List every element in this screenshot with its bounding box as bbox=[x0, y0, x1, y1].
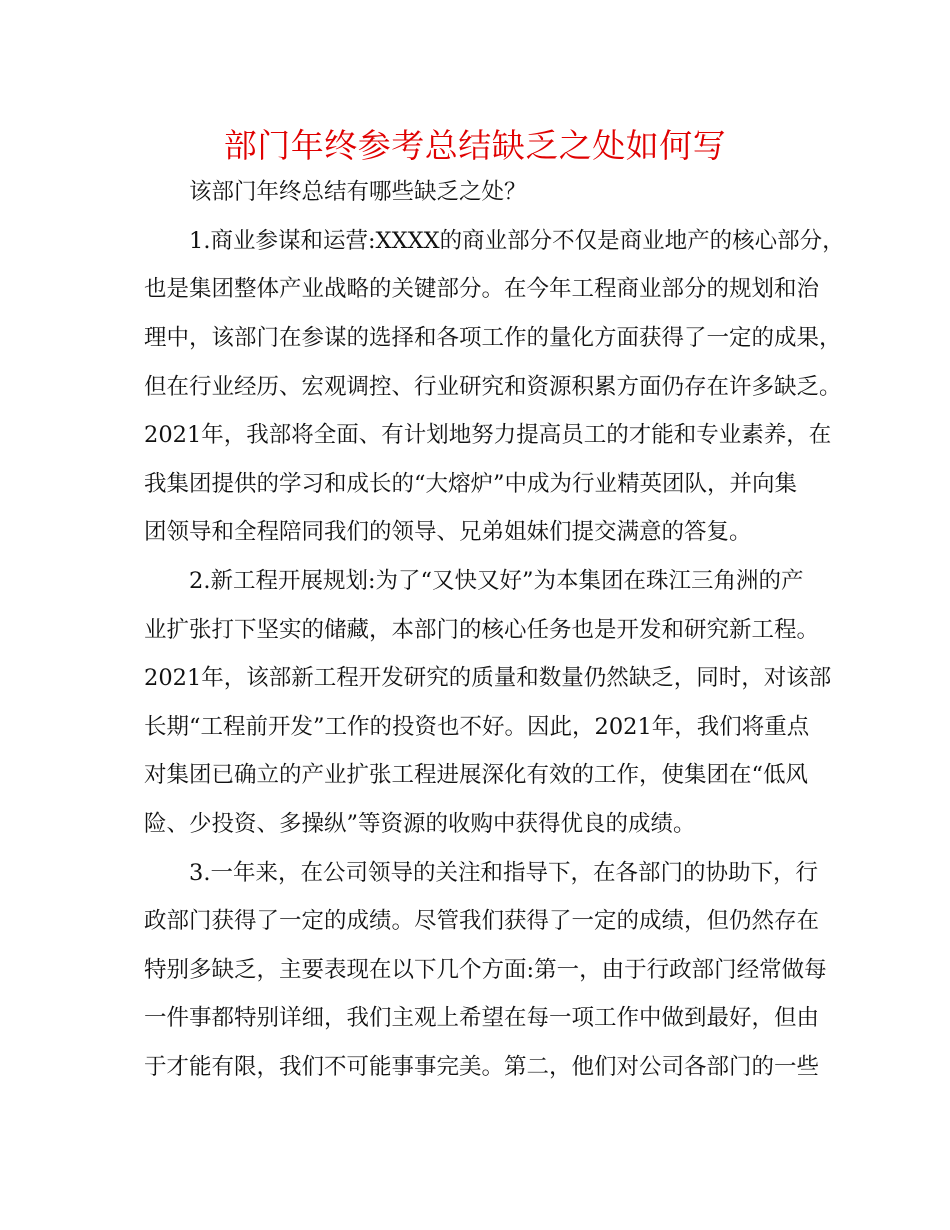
paragraph-2-line-4: 长期“工程前开发”工作的投资也不好。因此，2021年，我们将重点 bbox=[144, 714, 810, 740]
paragraph-1-line-1: 1.商业参谋和运营:XXXX的商业部分不仅是商业地产的核心部分， bbox=[189, 228, 845, 254]
paragraph-2-line-3: 2021年，该部新工程开发研究的质量和数量仍然缺乏，同时，对该部 bbox=[144, 665, 832, 691]
paragraph-2-line-6: 险、少投资、多操纵”等资源的收购中获得优良的成绩。 bbox=[144, 811, 696, 837]
paragraph-1-line-2: 也是集团整体产业战略的关键部分。在今年工程商业部分的规划和治 bbox=[144, 276, 820, 302]
paragraph-1-line-7: 团领导和全程陪同我们的领导、兄弟姐妹们提交满意的答复。 bbox=[144, 519, 752, 545]
paragraph-1-line-5: 2021年，我部将全面、有计划地努力提高员工的才能和专业素养，在 bbox=[144, 422, 832, 448]
paragraph-3-line-1: 3.一年来，在公司领导的关注和指导下，在各部门的协助下，行 bbox=[189, 860, 818, 886]
paragraph-1-line-6: 我集团提供的学习和成长的“大熔炉”中成为行业精英团队，并向集 bbox=[144, 471, 798, 497]
paragraph-1-line-4: 但在行业经历、宏观调控、行业研究和资源积累方面仍存在许多缺乏。 bbox=[144, 374, 842, 400]
paragraph-3-line-3: 特别多缺乏，主要表现在以下几个方面:第一，由于行政部门经常做每 bbox=[144, 957, 827, 983]
paragraph-2-line-1: 2.新工程开展规划:为了“又快又好”为本集团在珠江三角洲的产 bbox=[189, 568, 804, 594]
paragraph-3-line-2: 政部门获得了一定的成绩。尽管我们获得了一定的成绩，但仍然存在 bbox=[144, 908, 820, 934]
paragraph-3-line-5: 于才能有限，我们不可能事事完美。第二，他们对公司各部门的一些 bbox=[144, 1054, 820, 1080]
document-title: 部门年终参考总结缺乏之处如何写 bbox=[223, 126, 727, 165]
paragraph-2-line-5: 对集团已确立的产业扩张工程进展深化有效的工作，使集团在“低风 bbox=[144, 762, 809, 788]
paragraph-3-line-4: 一件事都特别详细，我们主观上希望在每一项工作中做到最好，但由 bbox=[144, 1005, 820, 1031]
paragraph-2-line-2: 业扩张打下坚实的储藏，本部门的核心任务也是开发和研究新工程。 bbox=[144, 617, 820, 643]
paragraph-1-line-3: 理中，该部门在参谋的选择和各项工作的量化方面获得了一定的成果， bbox=[144, 325, 842, 351]
question-line: 该部门年终总结有哪些缺乏之处？ bbox=[189, 179, 527, 205]
